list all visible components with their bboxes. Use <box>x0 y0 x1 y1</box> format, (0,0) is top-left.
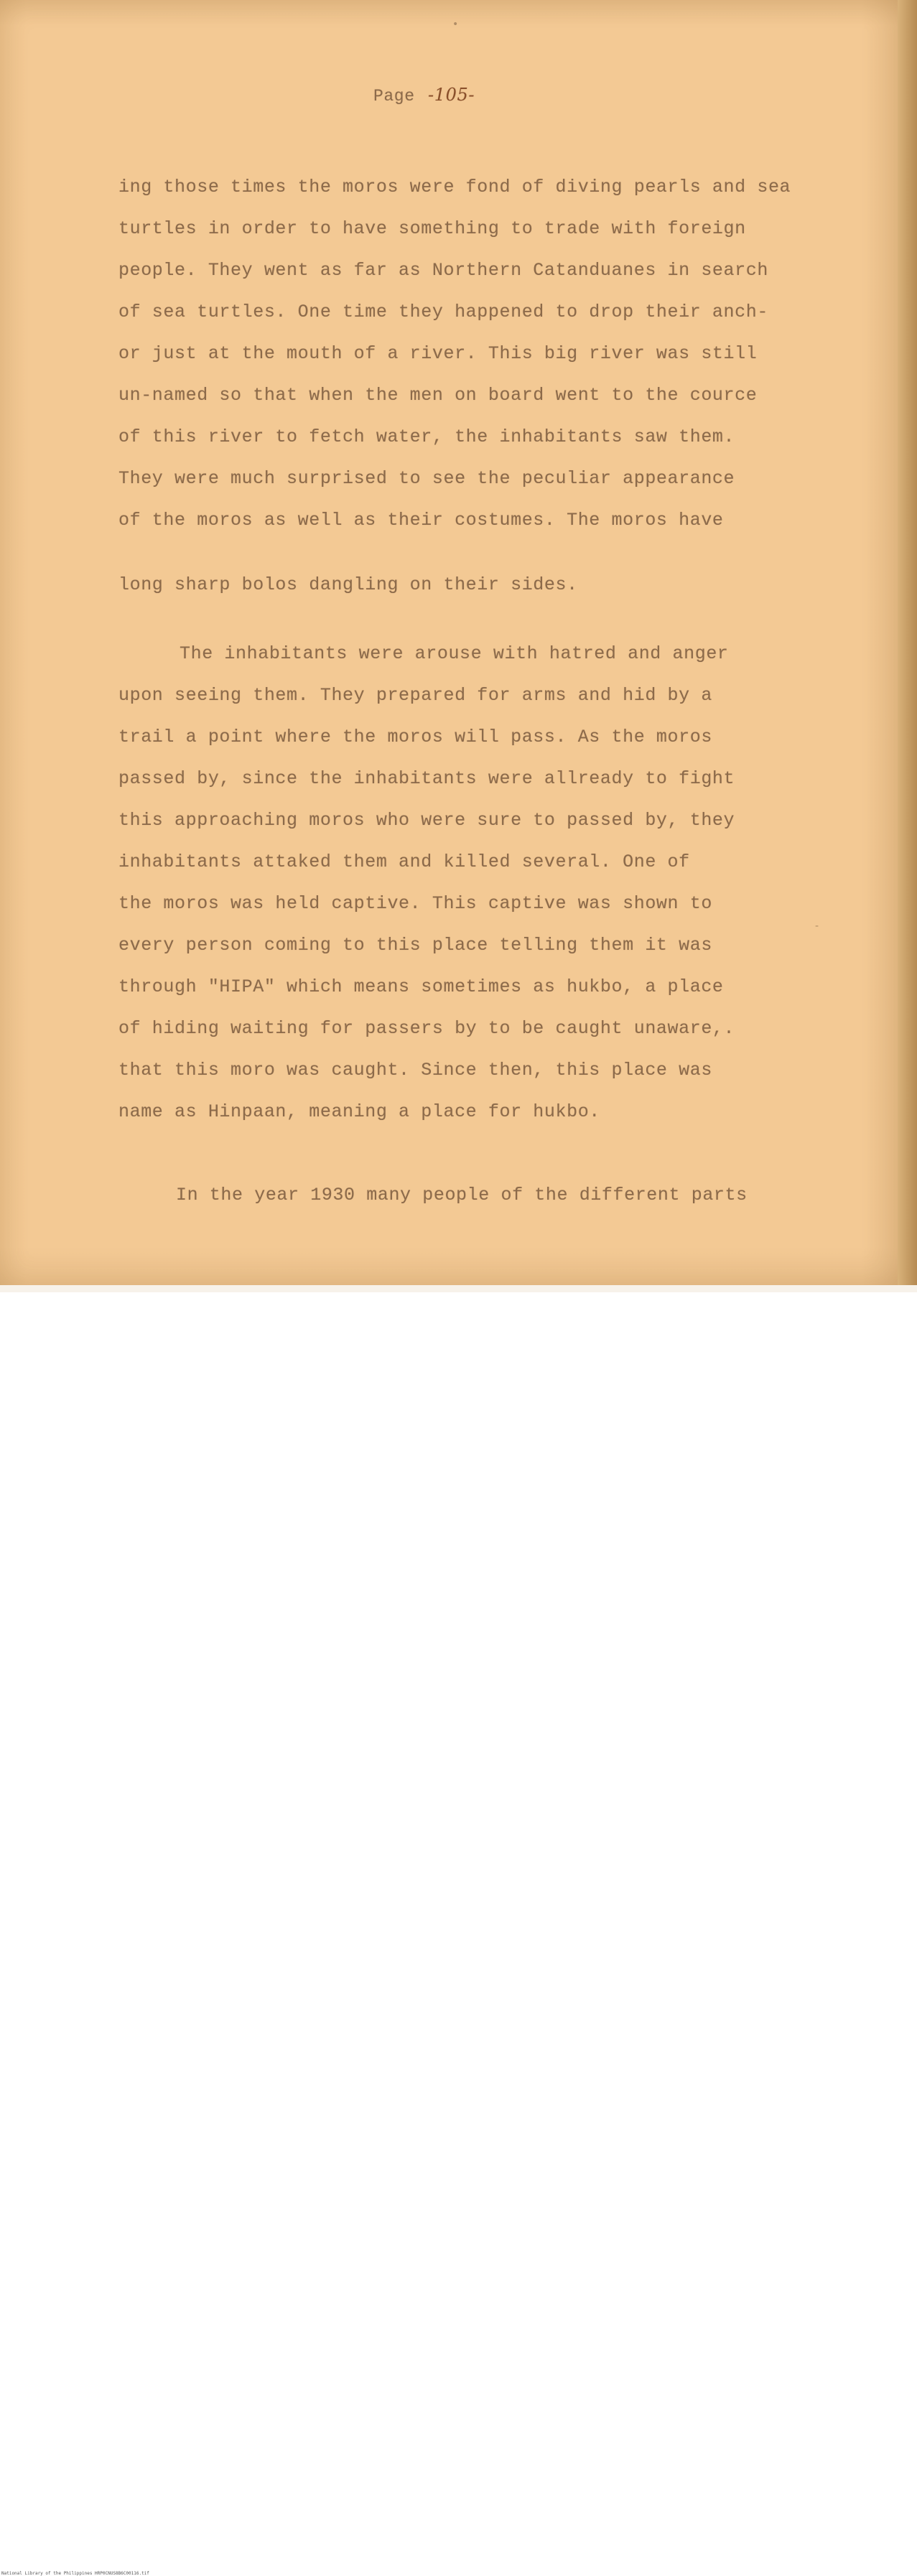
page-edge-shadow <box>898 0 917 1292</box>
text-line: ing those times the moros were fond of diving pearls and sea <box>118 177 791 197</box>
text-line: trail a point where the moros will pass. As the moros <box>118 727 712 747</box>
text-line: name as Hinpaan, meaning a place for hukbo. <box>118 1101 600 1122</box>
paper-speck: • <box>452 19 459 30</box>
page-label: Page <box>373 87 415 106</box>
text-line: the moros was held captive. This captive was shown to <box>118 893 712 914</box>
text-line: of sea turtles. One time they happened to drop their anch- <box>118 302 768 322</box>
text-line: The inhabitants were arouse with hatred and anger <box>180 643 729 664</box>
text-line: this approaching moros who were sure to passed by, they <box>118 810 735 831</box>
text-line: or just at the mouth of a river. This big river was still <box>118 343 758 364</box>
text-line: inhabitants attaked them and killed several. One of <box>118 851 690 872</box>
text-line: every person coming to this place telling them it was <box>118 935 712 956</box>
text-line: In the year 1930 many people of the different parts <box>176 1185 748 1205</box>
scan-footer-strip <box>0 1285 917 2576</box>
text-line: people. They went as far as Northern Catanduanes in search <box>118 260 768 281</box>
text-line: of hiding waiting for passers by to be caught unaware,. <box>118 1018 735 1039</box>
text-line: through "HIPA" which means sometimes as hukbo, a place <box>118 976 724 997</box>
text-line: long sharp bolos dangling on their sides. <box>118 574 578 595</box>
text-line: upon seeing them. They prepared for arms and hid by a <box>118 685 712 706</box>
text-line: of this river to fetch water, the inhabitants saw them. <box>118 426 735 447</box>
text-line: turtles in order to have something to trade with foreign <box>118 218 746 239</box>
text-line: passed by, since the inhabitants were allready to fight <box>118 768 735 789</box>
paper-speck: - <box>815 920 819 932</box>
archive-note: National Library of the Philippines HRP0CNUS8B6C00116.tif <box>1 2571 149 2576</box>
page-header <box>373 85 475 106</box>
document-page <box>0 0 898 1285</box>
text-line: They were much surprised to see the peculiar appearance <box>118 468 735 489</box>
text-line: of the moros as well as their costumes. The moros have <box>118 510 724 531</box>
page-number: -105- <box>428 85 475 105</box>
text-line: that this moro was caught. Since then, this place was <box>118 1060 712 1081</box>
text-line: un-named so that when the men on board went to the cource <box>118 385 758 406</box>
